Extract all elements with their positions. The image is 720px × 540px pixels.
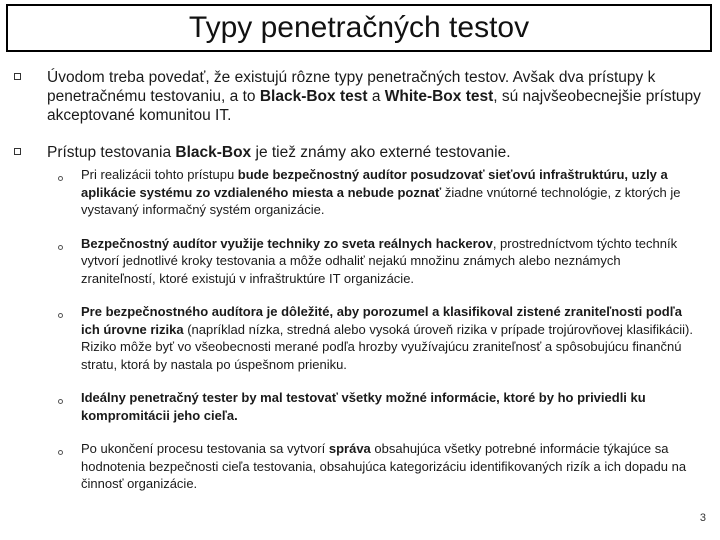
circle-bullet-icon	[58, 245, 63, 250]
circle-bullet-icon	[58, 399, 63, 404]
sub-list-item: Pre bezpečnostného audítora je dôležité, aby porozumel a klasifikoval zistené zraniteľnosti podľa ich úrovne rizika (napríklad nízka, stredná alebo vysoká úroveň rizika v prípade trojúrovňovej klasifikácii). Riziko môže byť vo všeobecnosti merané podľa hrozby využívajúcu zraniteľnosť a spôsobujúcu finančnú stratu, ktorá by nastala po úspešnom prieniku.	[58, 303, 698, 373]
circle-bullet-icon	[58, 450, 63, 455]
main-list-item: Prístup testovania Black-Box je tiež známy ako externé testovanie.	[14, 143, 714, 162]
sub-list-item: Po ukončení procesu testovania sa vytvorí správa obsahujúca všetky potrebné informácie týkajúce sa hodnotenia bezpečnosti cieľa testovania, obsahujúca kategorizáciu identifikovaných rizík a ich dopadu na činnosť organizácie.	[58, 440, 698, 493]
sub-list-item: Bezpečnostný audítor využije techniky zo sveta reálnych hackerov, prostredníctvom týchto techník vytvorí jednotlivé kroky testovania a môže odhaliť nejakú množinu známych alebo neznámych zraniteľností, ktoré existujú v infraštruktúre IT organizácie.	[58, 235, 698, 288]
main-bullet-list	[14, 68, 714, 162]
sub-list-item: Ideálny penetračný tester by mal testovať všetky možné informácie, ktoré by ho priviedli ku kompromitácii jeho cieľa.	[58, 389, 698, 424]
slide-title: Typy penetračných testov	[188, 11, 530, 44]
square-bullet-icon	[14, 73, 21, 80]
page-number: 3	[699, 512, 706, 524]
sub-bullet-list	[58, 166, 698, 493]
circle-bullet-icon	[58, 313, 63, 318]
circle-bullet-icon	[58, 176, 63, 181]
square-bullet-icon	[14, 148, 21, 155]
sub-list-item: Pri realizácii tohto prístupu bude bezpečnostný audítor posudzovať sieťovú infraštruktúru, uzly a aplikácie systému zo vzdialeného miesta a nebude poznať žiadne vnútorné technológie, z ktorých je vystavaný informačný systém organizácie.	[58, 166, 698, 219]
slide-title-box	[6, 4, 712, 52]
main-list-item: Úvodom treba povedať, že existujú rôzne typy penetračných testov. Avšak dva prístupy k penetračnému testovaniu, a to Black-Box test a White-Box test, sú najvšeobecnejšie prístupy akceptované komunitou IT.	[14, 68, 714, 125]
